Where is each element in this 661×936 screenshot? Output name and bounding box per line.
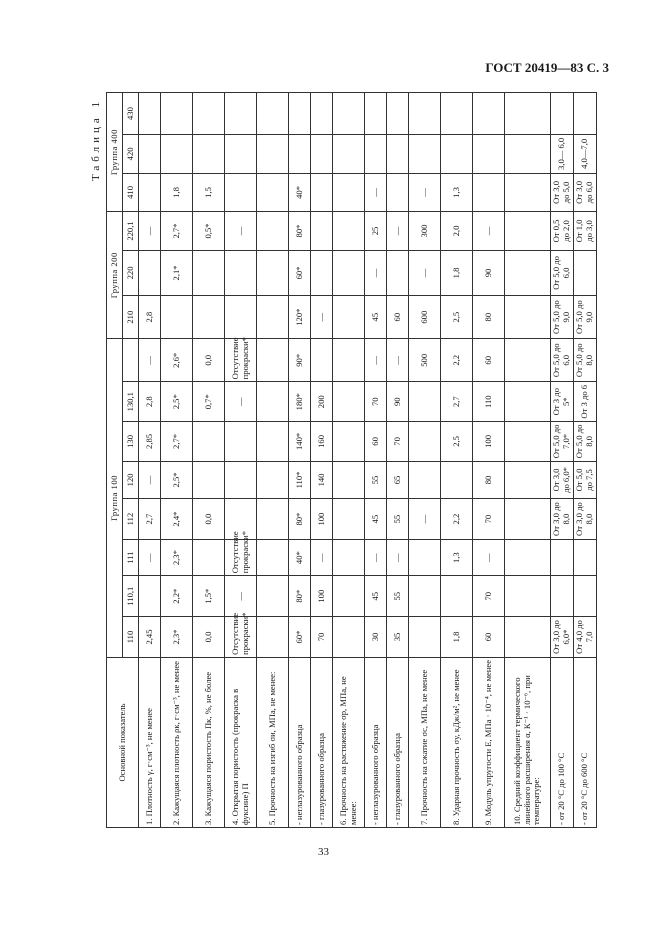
table-cell: 55 — [365, 461, 387, 498]
table-cell: — — [387, 212, 409, 251]
table-cell — [193, 135, 225, 174]
table-cell: 80* — [289, 576, 311, 617]
table-cell — [139, 250, 161, 295]
table-cell: Отсутствие прокраски* — [225, 339, 257, 382]
table-cell: 55 — [387, 576, 409, 617]
table-cell: — — [311, 296, 333, 339]
table-cell: 600 — [409, 296, 441, 339]
table-row — [139, 93, 161, 828]
table-row — [409, 93, 441, 828]
table-cell — [505, 250, 551, 295]
table-cell: — — [225, 212, 257, 251]
table-cell: — — [365, 540, 387, 576]
table-caption: Таблица 1 — [90, 98, 102, 182]
table-cell: 120* — [289, 296, 311, 339]
table-cell: 2,2* — [161, 576, 193, 617]
table-cell — [257, 135, 289, 174]
table-cell: 1,3 — [441, 540, 473, 576]
table-cell: 2,4* — [161, 499, 193, 540]
table-cell: 60 — [473, 617, 505, 658]
table-cell — [193, 296, 225, 339]
table-cell: От 5,0 до 9,0 — [573, 296, 596, 339]
table-cell — [333, 382, 365, 422]
document-header: ГОСТ 20419—83 С. 3 — [485, 60, 609, 75]
table-cell: От 3,0 до 8,0 — [551, 499, 574, 540]
table-cell — [505, 382, 551, 422]
table-cell — [139, 93, 161, 135]
table-cell — [505, 93, 551, 135]
row-label: - от 20 °C до 100 °C — [551, 657, 574, 827]
table-cell: 60 — [387, 296, 409, 339]
row-label: 7. Прочность на сжатие σс, МПа, не менее — [409, 657, 441, 827]
table-cell — [505, 173, 551, 212]
table-cell — [573, 93, 596, 135]
row-label: 4. Открытая пористость (прокраска в фуксине) П — [225, 657, 257, 827]
table-cell — [387, 135, 409, 174]
group-400-header: Группа 400 — [107, 93, 123, 212]
table-row — [161, 93, 193, 828]
table-cell — [311, 173, 333, 212]
table-cell: 80 — [473, 461, 505, 498]
table-cell: От 4,0 до 7,0 — [573, 617, 596, 658]
table-cell — [225, 296, 257, 339]
table-cell: 2,2 — [441, 339, 473, 382]
subgroup-header: 420 — [123, 135, 139, 174]
table-cell — [139, 173, 161, 212]
table-cell — [193, 250, 225, 295]
table-cell: 2,3* — [161, 540, 193, 576]
table-cell: — — [409, 173, 441, 212]
table-row — [311, 93, 333, 828]
table-cell: От 3 до 5* — [551, 382, 574, 422]
table-cell — [505, 617, 551, 658]
table-cell — [333, 173, 365, 212]
table-cell: — — [409, 250, 441, 295]
subgroup-header: 112 — [123, 499, 139, 540]
subgroup-header: 120 — [123, 461, 139, 498]
table-cell: 25 — [365, 212, 387, 251]
table-cell: — — [409, 499, 441, 540]
subgroup-header: 130 — [123, 422, 139, 462]
table-cell: 2,5* — [161, 461, 193, 498]
table-cell: 90 — [387, 382, 409, 422]
table-cell: 1,8 — [441, 250, 473, 295]
row-label: 9. Модуль упругости E, МПа · 10⁻⁴, не менее — [473, 657, 505, 827]
table-cell — [225, 135, 257, 174]
table-cell — [193, 540, 225, 576]
table-row — [505, 93, 551, 828]
table-row — [333, 93, 365, 828]
table-cell — [409, 93, 441, 135]
table-row — [193, 93, 225, 828]
row-label: 1. Плотность γ, г·см⁻³, не менее — [139, 657, 161, 827]
table-cell: 40* — [289, 540, 311, 576]
table-row — [441, 93, 473, 828]
table-cell — [257, 461, 289, 498]
table-cell — [409, 135, 441, 174]
row-label: 10. Средний коэффициент термического линейного расширения α, К⁻¹ · 10⁻⁶, при температуре: — [505, 657, 551, 827]
table-cell — [333, 540, 365, 576]
row-label: - глазурованного образца — [387, 657, 409, 827]
table-cell: — — [139, 212, 161, 251]
table-cell: — — [139, 461, 161, 498]
table-cell — [311, 93, 333, 135]
subgroup-header: 110 — [123, 617, 139, 658]
table-row — [365, 93, 387, 828]
table-cell — [139, 576, 161, 617]
table-cell — [409, 382, 441, 422]
table-cell: От 5,0 до 6,0 — [551, 250, 574, 295]
table-cell: Отсутствие прокраски* — [225, 540, 257, 576]
rotated-table-area — [92, 92, 597, 828]
table-cell: 160 — [311, 422, 333, 462]
page-number: 33 — [318, 846, 329, 858]
table-cell — [225, 422, 257, 462]
table-cell — [289, 93, 311, 135]
table-cell: 70 — [311, 617, 333, 658]
row-label: - неглазурованного образца — [289, 657, 311, 827]
table-cell: 30 — [365, 617, 387, 658]
table-cell: 1,5* — [193, 576, 225, 617]
table-cell: 80* — [289, 212, 311, 251]
table-cell — [505, 422, 551, 462]
table-cell: 2,7 — [441, 382, 473, 422]
table-cell: От 5,0 до 7,5 — [573, 461, 596, 498]
table-cell: 0,0 — [193, 617, 225, 658]
table-cell — [387, 173, 409, 212]
table-cell: От 5,0 до 8,0 — [573, 339, 596, 382]
row-label: 3. Кажущаяся пористость Пк, %, не более — [193, 657, 225, 827]
table-cell — [551, 93, 574, 135]
table-cell — [257, 296, 289, 339]
table-cell: 2,2 — [441, 499, 473, 540]
table-cell — [409, 540, 441, 576]
table-cell: Отсутствие прокраски* — [225, 617, 257, 658]
subgroup-header: 111 — [123, 540, 139, 576]
table-cell: — — [387, 540, 409, 576]
table-cell: От 3,0 до 6,0 — [573, 173, 596, 212]
table-cell — [505, 296, 551, 339]
table-row — [551, 93, 574, 828]
table-cell: 2,7 — [139, 499, 161, 540]
table-cell — [505, 499, 551, 540]
table-cell — [387, 250, 409, 295]
table-cell: От 3,0 до 5,0 — [551, 173, 574, 212]
table-cell — [139, 135, 161, 174]
subgroup-header-extra — [123, 339, 139, 382]
table-cell: 100 — [473, 422, 505, 462]
table-cell: 70 — [387, 422, 409, 462]
table-cell: 2,7* — [161, 422, 193, 462]
row-label: - от 20 °C до 600 °C — [573, 657, 596, 827]
table-cell — [505, 212, 551, 251]
table-cell: 500 — [409, 339, 441, 382]
table-cell — [193, 93, 225, 135]
table-cell — [257, 617, 289, 658]
table-cell — [573, 250, 596, 295]
table-cell — [473, 135, 505, 174]
table-cell — [193, 422, 225, 462]
table-cell: 70 — [473, 499, 505, 540]
table-cell — [505, 339, 551, 382]
table-cell: 2,7* — [161, 212, 193, 251]
table-cell: 2,5 — [441, 296, 473, 339]
row-label: 5. Прочность на изгиб σи, МПа, не менее: — [257, 657, 289, 827]
table-cell — [365, 135, 387, 174]
column-header-indicator: Основной показатель — [107, 657, 139, 827]
table-cell: — — [139, 339, 161, 382]
table-cell — [257, 93, 289, 135]
table-cell: От 3,0 до 6,0* — [551, 461, 574, 498]
table-cell: 2,85 — [139, 422, 161, 462]
table-cell — [473, 93, 505, 135]
table-cell: 1,8 — [441, 617, 473, 658]
table-cell: 65 — [387, 461, 409, 498]
table-cell: 140 — [311, 461, 333, 498]
table-cell — [257, 422, 289, 462]
table-cell — [409, 617, 441, 658]
row-label: 2. Кажущаяся плотность ρк, г·см⁻³, не менее — [161, 657, 193, 827]
subgroup-header: 220,1 — [123, 212, 139, 251]
table-cell: — — [225, 576, 257, 617]
table-cell: 60 — [365, 422, 387, 462]
table-cell: От 1,0 до 3,0 — [573, 212, 596, 251]
table-cell: От 5,0 до 8,0 — [573, 422, 596, 462]
table-cell: 1,5 — [193, 173, 225, 212]
table-cell — [311, 135, 333, 174]
table-cell — [505, 135, 551, 174]
table-cell — [289, 135, 311, 174]
table-cell — [161, 296, 193, 339]
table-cell: 100 — [311, 576, 333, 617]
table-row — [573, 93, 596, 828]
table-cell — [505, 461, 551, 498]
table-cell — [473, 173, 505, 212]
table-cell — [573, 540, 596, 576]
table-cell: 90 — [473, 250, 505, 295]
table-row — [387, 93, 409, 828]
table-cell: — — [139, 540, 161, 576]
table-cell: 55 — [387, 499, 409, 540]
table-cell: 2,1* — [161, 250, 193, 295]
table-cell — [333, 296, 365, 339]
table-cell: 100 — [311, 499, 333, 540]
table-cell: 2,8 — [139, 296, 161, 339]
table-cell — [551, 576, 574, 617]
table-cell: — — [365, 173, 387, 212]
table-cell: От 3,0 до 8,0 — [573, 499, 596, 540]
table-cell — [505, 540, 551, 576]
table-cell: 2,6* — [161, 339, 193, 382]
table-cell: 45 — [365, 296, 387, 339]
table-cell: 110* — [289, 461, 311, 498]
table-cell: 80 — [473, 296, 505, 339]
table-cell: 300 — [409, 212, 441, 251]
row-label: - неглазурованного образца — [365, 657, 387, 827]
table-cell — [333, 499, 365, 540]
subgroup-header: 430 — [123, 93, 139, 135]
row-label: 6. Прочность на растяжение σр, МПа, не менее: — [333, 657, 365, 827]
table-cell: — — [473, 540, 505, 576]
table-cell — [365, 93, 387, 135]
table-cell — [573, 576, 596, 617]
table-cell — [161, 135, 193, 174]
table-cell: 45 — [365, 576, 387, 617]
table-cell — [257, 540, 289, 576]
table-cell: 180* — [289, 382, 311, 422]
table-cell: 0,0 — [193, 499, 225, 540]
table-cell — [551, 540, 574, 576]
table-cell — [333, 339, 365, 382]
table-cell — [257, 212, 289, 251]
table-cell: 70 — [365, 382, 387, 422]
table-cell — [225, 250, 257, 295]
table-cell: 200 — [311, 382, 333, 422]
table-cell — [257, 499, 289, 540]
table-cell: 90* — [289, 339, 311, 382]
subgroup-header: 110,1 — [123, 576, 139, 617]
table-cell — [225, 93, 257, 135]
table-cell — [225, 461, 257, 498]
table-cell: 1,3 — [441, 173, 473, 212]
table-cell: 60* — [289, 617, 311, 658]
table-cell: От 5,0 до 9,0 — [551, 296, 574, 339]
table-cell: — — [365, 339, 387, 382]
table-cell: 4,0—7,0 — [573, 135, 596, 174]
table-cell — [409, 576, 441, 617]
table-rotation-frame — [92, 92, 597, 828]
table-cell: 2,8 — [139, 382, 161, 422]
table-cell: 140* — [289, 422, 311, 462]
subgroup-header: 220 — [123, 250, 139, 295]
table-cell: 2,5* — [161, 382, 193, 422]
table-cell: 1,8 — [161, 173, 193, 212]
table-cell — [409, 422, 441, 462]
table-cell: 3,0— 6,0 — [551, 135, 574, 174]
properties-table — [106, 92, 597, 828]
table-cell — [225, 173, 257, 212]
table-cell: 60 — [473, 339, 505, 382]
table-cell: — — [311, 540, 333, 576]
table-cell: 40* — [289, 173, 311, 212]
table-cell — [311, 339, 333, 382]
table-cell — [333, 576, 365, 617]
table-cell: 0,0 — [193, 339, 225, 382]
table-cell: От 5,0 до 6,0 — [551, 339, 574, 382]
table-cell: 80* — [289, 499, 311, 540]
table-cell — [257, 382, 289, 422]
table-cell — [257, 173, 289, 212]
table-body — [139, 93, 597, 828]
table-cell — [409, 461, 441, 498]
table-cell — [505, 576, 551, 617]
group-100-header: Группа 100 — [107, 339, 123, 658]
table-cell — [311, 212, 333, 251]
table-cell — [257, 576, 289, 617]
table-cell — [333, 93, 365, 135]
subgroup-header: 130,1 — [123, 382, 139, 422]
table-cell — [333, 461, 365, 498]
table-row — [289, 93, 311, 828]
table-cell: 2,45 — [139, 617, 161, 658]
table-cell: От 3 до 6 — [573, 382, 596, 422]
table-row — [225, 93, 257, 828]
table-cell: 2,3* — [161, 617, 193, 658]
row-label: 8. Ударная прочность σу, кДж/м², не менее — [441, 657, 473, 827]
group-200-header: Группа 200 — [107, 212, 123, 339]
table-cell: От 0,5 до 2,0 — [551, 212, 574, 251]
table-row — [257, 93, 289, 828]
table-cell: 60* — [289, 250, 311, 295]
table-cell — [193, 461, 225, 498]
table-cell — [333, 250, 365, 295]
subgroup-header: 410 — [123, 173, 139, 212]
table-cell — [257, 250, 289, 295]
table-cell — [333, 617, 365, 658]
table-cell — [441, 461, 473, 498]
table-cell — [161, 93, 193, 135]
table-cell — [441, 576, 473, 617]
table-cell — [387, 93, 409, 135]
table-cell: 2,5 — [441, 422, 473, 462]
table-cell — [257, 339, 289, 382]
row-label: - глазурованного образца — [311, 657, 333, 827]
table-cell: — — [473, 212, 505, 251]
table-cell: 70 — [473, 576, 505, 617]
table-cell: 110 — [473, 382, 505, 422]
table-cell: 2,0 — [441, 212, 473, 251]
table-cell: 0,5* — [193, 212, 225, 251]
table-cell — [333, 422, 365, 462]
table-cell — [441, 93, 473, 135]
table-cell — [333, 135, 365, 174]
table-cell — [311, 250, 333, 295]
subgroup-header: 210 — [123, 296, 139, 339]
table-cell: 45 — [365, 499, 387, 540]
table-cell: 0,7* — [193, 382, 225, 422]
table-cell: 35 — [387, 617, 409, 658]
table-cell: — — [387, 339, 409, 382]
table-row — [473, 93, 505, 828]
table-cell: — — [225, 382, 257, 422]
table-cell: От 3,0 до 6,0* — [551, 617, 574, 658]
table-cell: От 5,0 до 7,0* — [551, 422, 574, 462]
table-cell — [441, 135, 473, 174]
table-cell — [333, 212, 365, 251]
table-cell: — — [365, 250, 387, 295]
